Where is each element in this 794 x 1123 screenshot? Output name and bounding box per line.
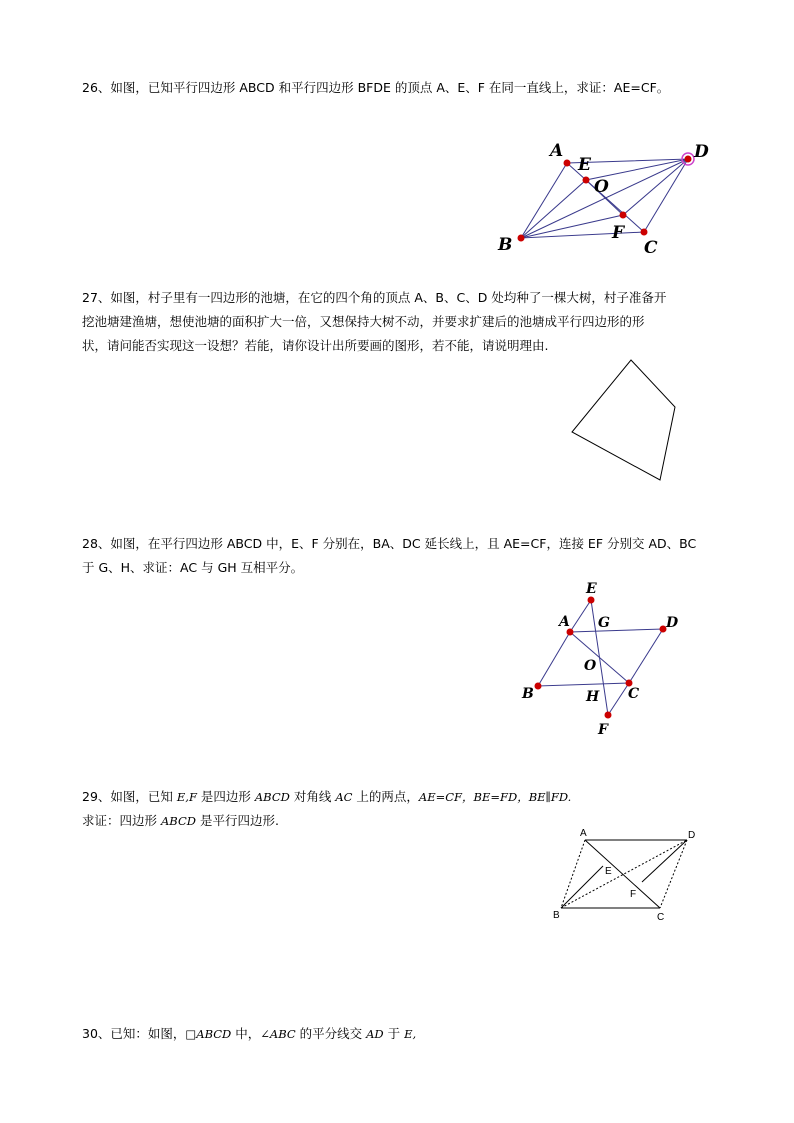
label-c: C <box>628 686 640 702</box>
figure-26 <box>490 135 730 265</box>
question-27-text <box>82 286 666 358</box>
label-f: F <box>612 223 625 243</box>
label-c: C <box>644 238 658 258</box>
figure-26-lines <box>521 159 688 238</box>
question-27-line-1: 27、如图，村子里有一四边形的池塘，在它的四个角的顶点 A、B、C、D 处均种了一棵大树，村子准备开 <box>82 290 667 305</box>
label-d: D <box>694 142 709 162</box>
label-a: A <box>559 614 570 630</box>
label-e: E <box>586 581 597 597</box>
figure-29-lines <box>561 840 687 908</box>
label-e: E <box>578 155 591 175</box>
question-29-text <box>82 785 571 833</box>
question-29-line-2: 求证：四边形 ABCD 是平行四边形. <box>82 813 279 828</box>
label-a: A <box>550 141 564 161</box>
label-b: B <box>553 910 560 921</box>
question-27-line-3: 状，请问能否实现这一设想？若能，请你设计出所要画的图形，若不能，请说明理由. <box>82 338 549 353</box>
label-e: E <box>605 866 612 877</box>
question-29-line-1: 29、如图，已知 E,F 是四边形 ABCD 对角线 AC 上的两点，AE=CF，BE=FD，BE∥FD. <box>82 789 572 804</box>
question-28-line-2: 于 G、H、求证：AC 与 GH 互相平分。 <box>82 560 304 575</box>
label-d: D <box>688 830 696 841</box>
label-a: A <box>580 828 587 839</box>
label-d: D <box>666 615 679 631</box>
pond-quadrilateral <box>572 360 675 480</box>
label-b: B <box>522 686 534 702</box>
label-f: F <box>630 889 637 900</box>
figure-27-pond <box>560 355 690 490</box>
label-b: B <box>498 235 513 255</box>
figure-29 <box>545 826 715 926</box>
question-27-line-2: 挖池塘建渔塘，想使池塘的面积扩大一倍，又想保持大树不动，并要求扩建后的池塘成平行四边形的形 <box>82 314 645 329</box>
label-o: O <box>584 658 597 674</box>
question-28-text <box>82 532 696 580</box>
figure-28 <box>510 576 710 742</box>
label-g: G <box>598 615 610 631</box>
label-c: C <box>657 912 665 923</box>
question-30-text: 30、已知：如图，□ABCD 中，∠ABC 的平分线交 AD 于 E, <box>82 1026 417 1041</box>
question-26-text: 26、如图，已知平行四边形 ABCD 和平行四边形 BFDE 的顶点 A、E、F 在同一直线上，求证：AE=CF。 <box>82 80 670 95</box>
question-28-line-1: 28、如图，在平行四边形 ABCD 中，E、F 分别在，BA、DC 延长线上，且 AE=CF，连接 EF 分别交 AD、BC <box>82 536 697 551</box>
label-f: F <box>598 722 608 738</box>
label-h: H <box>586 689 600 705</box>
label-o: O <box>594 177 609 197</box>
